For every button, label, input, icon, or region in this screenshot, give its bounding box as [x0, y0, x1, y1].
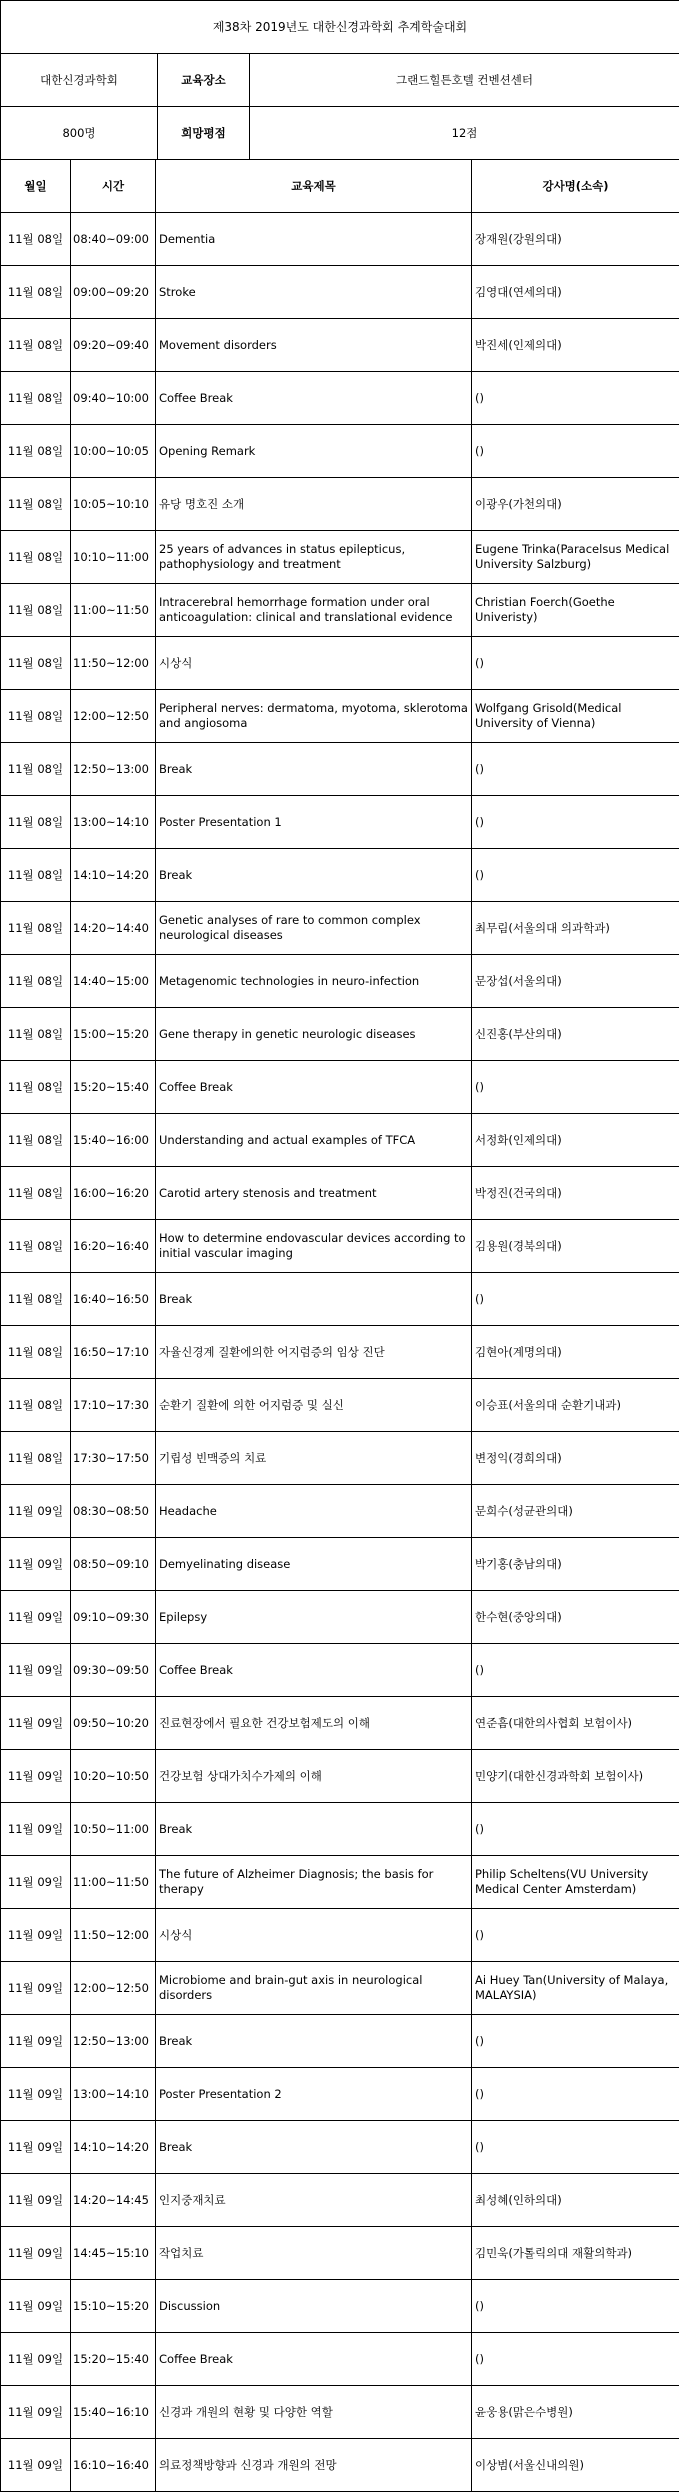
row-subject: Understanding and actual examples of TFCA	[156, 1114, 472, 1167]
column-header-speaker: 강사명(소속)	[472, 160, 679, 213]
page-title: 제38차 2019년도 대한신경과학회 추계학술대회	[1, 1, 679, 54]
table-row	[1, 2121, 679, 2174]
row-time: 11:00~11:50	[71, 584, 156, 637]
row-date: 11월 08일	[1, 1379, 71, 1432]
row-speaker: 문희수(성균관의대)	[472, 1485, 679, 1538]
row-speaker: 연준흠(대한의사협회 보험이사)	[472, 1697, 679, 1750]
row-date: 11월 09일	[1, 2227, 71, 2280]
row-speaker: 김용원(경북의대)	[472, 1220, 679, 1273]
table-row	[1, 1697, 679, 1750]
row-date: 11월 08일	[1, 478, 71, 531]
column-header-date: 월일	[1, 160, 71, 213]
row-subject: 유당 명호진 소개	[156, 478, 472, 531]
venue-label: 교육장소	[158, 54, 250, 107]
row-time: 09:30~09:50	[71, 1644, 156, 1697]
row-subject: Metagenomic technologies in neuro-infection	[156, 955, 472, 1008]
table-row	[1, 1644, 679, 1697]
table-row	[1, 1114, 679, 1167]
row-speaker: 한수현(중앙의대)	[472, 1591, 679, 1644]
table-row	[1, 849, 679, 902]
row-subject: Genetic analyses of rare to common complex neurological diseases	[156, 902, 472, 955]
row-date: 11월 09일	[1, 2015, 71, 2068]
table-row	[1, 1591, 679, 1644]
row-speaker: 문장섭(서울의대)	[472, 955, 679, 1008]
table-row	[1, 690, 679, 743]
row-time: 09:00~09:20	[71, 266, 156, 319]
row-time: 09:10~09:30	[71, 1591, 156, 1644]
row-time: 14:20~14:45	[71, 2174, 156, 2227]
row-date: 11월 08일	[1, 531, 71, 584]
table-row	[1, 1856, 679, 1909]
row-speaker: ()	[472, 1803, 679, 1856]
row-date: 11월 08일	[1, 425, 71, 478]
row-time: 14:10~14:20	[71, 849, 156, 902]
row-time: 08:30~08:50	[71, 1485, 156, 1538]
row-time: 14:40~15:00	[71, 955, 156, 1008]
row-speaker: 변정익(경희의대)	[472, 1432, 679, 1485]
table-row	[1, 1220, 679, 1273]
row-speaker: ()	[472, 796, 679, 849]
column-header-subject: 교육제목	[156, 160, 472, 213]
row-subject: Demyelinating disease	[156, 1538, 472, 1591]
row-time: 15:40~16:10	[71, 2386, 156, 2439]
row-speaker: 김현아(계명의대)	[472, 1326, 679, 1379]
row-speaker: 박기홍(충남의대)	[472, 1538, 679, 1591]
row-speaker: 김영대(연세의대)	[472, 266, 679, 319]
table-row	[1, 1962, 679, 2015]
row-speaker: Wolfgang Grisold(Medical University of Vienna)	[472, 690, 679, 743]
row-date: 11월 09일	[1, 1644, 71, 1697]
row-date: 11월 08일	[1, 1114, 71, 1167]
row-subject: 작업치료	[156, 2227, 472, 2280]
row-time: 16:10~16:40	[71, 2439, 156, 2492]
row-time: 10:05~10:10	[71, 478, 156, 531]
row-time: 10:50~11:00	[71, 1803, 156, 1856]
table-row	[1, 1803, 679, 1856]
row-subject: 자율신경계 질환에의한 어지럼증의 임상 진단	[156, 1326, 472, 1379]
row-time: 09:20~09:40	[71, 319, 156, 372]
row-subject: Opening Remark	[156, 425, 472, 478]
table-row	[1, 1538, 679, 1591]
row-time: 12:50~13:00	[71, 2015, 156, 2068]
row-time: 16:20~16:40	[71, 1220, 156, 1273]
row-subject: Discussion	[156, 2280, 472, 2333]
row-date: 11월 09일	[1, 2386, 71, 2439]
credits-label: 희망평점	[158, 107, 250, 160]
row-subject: 기립성 빈맥증의 치료	[156, 1432, 472, 1485]
row-subject: Dementia	[156, 213, 472, 266]
column-header-time: 시간	[71, 160, 156, 213]
row-subject: Movement disorders	[156, 319, 472, 372]
row-speaker: ()	[472, 743, 679, 796]
table-row	[1, 425, 679, 478]
row-time: 11:50~12:00	[71, 1909, 156, 1962]
row-date: 11월 09일	[1, 1803, 71, 1856]
row-time: 09:40~10:00	[71, 372, 156, 425]
row-speaker: 신진홍(부산의대)	[472, 1008, 679, 1061]
row-speaker: 민양기(대한신경과학회 보험이사)	[472, 1750, 679, 1803]
row-subject: Intracerebral hemorrhage formation under oral anticoagulation: clinical and translational evidence	[156, 584, 472, 637]
row-speaker: ()	[472, 2068, 679, 2121]
row-subject: 순환기 질환에 의한 어지럼증 및 실신	[156, 1379, 472, 1432]
row-date: 11월 09일	[1, 2174, 71, 2227]
row-subject: The future of Alzheimer Diagnosis; the basis for therapy	[156, 1856, 472, 1909]
row-speaker: ()	[472, 425, 679, 478]
organizer-value: 대한신경과학회	[1, 54, 158, 107]
row-date: 11월 08일	[1, 902, 71, 955]
table-row	[1, 478, 679, 531]
row-date: 11월 08일	[1, 743, 71, 796]
row-subject: 시상식	[156, 637, 472, 690]
row-subject: 진료현장에서 필요한 건강보험제도의 이해	[156, 1697, 472, 1750]
row-speaker: 이광우(가천의대)	[472, 478, 679, 531]
row-time: 17:30~17:50	[71, 1432, 156, 1485]
row-subject: Carotid artery stenosis and treatment	[156, 1167, 472, 1220]
row-subject: Epilepsy	[156, 1591, 472, 1644]
table-row	[1, 1273, 679, 1326]
row-time: 14:45~15:10	[71, 2227, 156, 2280]
row-date: 11월 09일	[1, 2121, 71, 2174]
row-speaker: 이상범(서울신내의원)	[472, 2439, 679, 2492]
row-speaker: ()	[472, 849, 679, 902]
row-time: 14:10~14:20	[71, 2121, 156, 2174]
row-subject: Coffee Break	[156, 1644, 472, 1697]
row-date: 11월 08일	[1, 266, 71, 319]
table-row	[1, 1485, 679, 1538]
row-time: 11:00~11:50	[71, 1856, 156, 1909]
row-speaker: ()	[472, 2015, 679, 2068]
row-subject: Poster Presentation 1	[156, 796, 472, 849]
row-date: 11월 09일	[1, 2439, 71, 2492]
table-row	[1, 2386, 679, 2439]
row-date: 11월 08일	[1, 1008, 71, 1061]
row-time: 15:10~15:20	[71, 2280, 156, 2333]
info-table	[0, 53, 679, 160]
table-row	[1, 213, 679, 266]
row-subject: Break	[156, 2015, 472, 2068]
row-date: 11월 08일	[1, 1220, 71, 1273]
row-time: 13:00~14:10	[71, 2068, 156, 2121]
row-date: 11월 09일	[1, 2068, 71, 2121]
row-subject: Coffee Break	[156, 372, 472, 425]
table-row	[1, 902, 679, 955]
row-subject: Headache	[156, 1485, 472, 1538]
table-row	[1, 319, 679, 372]
row-date: 11월 08일	[1, 319, 71, 372]
title-row	[1, 1, 679, 54]
row-time: 15:00~15:20	[71, 1008, 156, 1061]
row-speaker: ()	[472, 372, 679, 425]
table-row	[1, 1750, 679, 1803]
row-date: 11월 09일	[1, 1485, 71, 1538]
row-speaker: ()	[472, 2333, 679, 2386]
row-date: 11월 08일	[1, 637, 71, 690]
row-speaker: 서정화(인제의대)	[472, 1114, 679, 1167]
row-date: 11월 08일	[1, 1061, 71, 1114]
row-speaker: 최무림(서울의대 의과학과)	[472, 902, 679, 955]
row-date: 11월 08일	[1, 849, 71, 902]
row-speaker: 김민욱(가톨릭의대 재활의학과)	[472, 2227, 679, 2280]
table-row	[1, 2333, 679, 2386]
row-subject: Coffee Break	[156, 1061, 472, 1114]
row-date: 11월 09일	[1, 1962, 71, 2015]
row-speaker: ()	[472, 1061, 679, 1114]
row-speaker: Eugene Trinka(Paracelsus Medical University Salzburg)	[472, 531, 679, 584]
row-date: 11월 08일	[1, 213, 71, 266]
info-row-venue	[1, 54, 679, 107]
table-row	[1, 2439, 679, 2492]
row-speaker: 장재원(강원의대)	[472, 213, 679, 266]
row-speaker: 이승표(서울의대 순환기내과)	[472, 1379, 679, 1432]
info-row-capacity	[1, 107, 679, 160]
table-row	[1, 372, 679, 425]
capacity-value: 800명	[1, 107, 158, 160]
row-subject: Microbiome and brain-gut axis in neurological disorders	[156, 1962, 472, 2015]
row-speaker: ()	[472, 1909, 679, 1962]
row-date: 11월 09일	[1, 1591, 71, 1644]
table-row	[1, 531, 679, 584]
row-time: 08:40~09:00	[71, 213, 156, 266]
row-subject: Coffee Break	[156, 2333, 472, 2386]
row-time: 10:20~10:50	[71, 1750, 156, 1803]
row-subject: Break	[156, 2121, 472, 2174]
row-time: 09:50~10:20	[71, 1697, 156, 1750]
table-row	[1, 2280, 679, 2333]
table-row	[1, 637, 679, 690]
row-subject: 건강보험 상대가치수가제의 이해	[156, 1750, 472, 1803]
row-date: 11월 09일	[1, 1697, 71, 1750]
row-speaker: 윤웅용(맑은수병원)	[472, 2386, 679, 2439]
row-speaker: 박진세(인제의대)	[472, 319, 679, 372]
row-date: 11월 08일	[1, 584, 71, 637]
row-time: 15:20~15:40	[71, 1061, 156, 1114]
row-time: 11:50~12:00	[71, 637, 156, 690]
row-subject: 시상식	[156, 1909, 472, 1962]
table-row	[1, 1008, 679, 1061]
schedule-table	[0, 159, 679, 2492]
row-time: 16:50~17:10	[71, 1326, 156, 1379]
row-time: 15:40~16:00	[71, 1114, 156, 1167]
row-time: 15:20~15:40	[71, 2333, 156, 2386]
title-table	[0, 0, 679, 54]
row-time: 16:00~16:20	[71, 1167, 156, 1220]
table-row	[1, 955, 679, 1008]
row-speaker: Christian Foerch(Goethe Univeristy)	[472, 584, 679, 637]
row-date: 11월 08일	[1, 1273, 71, 1326]
row-subject: Break	[156, 849, 472, 902]
row-subject: Poster Presentation 2	[156, 2068, 472, 2121]
row-speaker: ()	[472, 1273, 679, 1326]
schedule-header-row	[1, 160, 679, 213]
table-row	[1, 2174, 679, 2227]
row-subject: Break	[156, 743, 472, 796]
table-row	[1, 584, 679, 637]
row-date: 11월 09일	[1, 1909, 71, 1962]
row-date: 11월 08일	[1, 1167, 71, 1220]
table-row	[1, 266, 679, 319]
row-subject: 신경과 개원의 현황 및 다양한 역할	[156, 2386, 472, 2439]
row-time: 16:40~16:50	[71, 1273, 156, 1326]
row-speaker: ()	[472, 2121, 679, 2174]
row-date: 11월 08일	[1, 1432, 71, 1485]
table-row	[1, 1061, 679, 1114]
row-speaker: 박정진(건국의대)	[472, 1167, 679, 1220]
row-time: 08:50~09:10	[71, 1538, 156, 1591]
row-subject: Break	[156, 1273, 472, 1326]
row-time: 10:10~11:00	[71, 531, 156, 584]
row-time: 12:00~12:50	[71, 690, 156, 743]
row-speaker: ()	[472, 2280, 679, 2333]
row-date: 11월 08일	[1, 1326, 71, 1379]
row-date: 11월 08일	[1, 372, 71, 425]
row-time: 12:50~13:00	[71, 743, 156, 796]
row-subject: How to determine endovascular devices according to initial vascular imaging	[156, 1220, 472, 1273]
schedule-body	[1, 213, 679, 2492]
row-subject: Gene therapy in genetic neurologic diseases	[156, 1008, 472, 1061]
row-speaker: ()	[472, 637, 679, 690]
table-row	[1, 796, 679, 849]
table-row	[1, 1432, 679, 1485]
row-date: 11월 09일	[1, 2280, 71, 2333]
row-subject: 25 years of advances in status epilepticus, pathophysiology and treatment	[156, 531, 472, 584]
row-speaker: Ai Huey Tan(University of Malaya, MALAYSIA)	[472, 1962, 679, 2015]
table-row	[1, 743, 679, 796]
row-date: 11월 08일	[1, 690, 71, 743]
row-date: 11월 09일	[1, 1856, 71, 1909]
row-date: 11월 08일	[1, 955, 71, 1008]
row-subject: Stroke	[156, 266, 472, 319]
table-row	[1, 1167, 679, 1220]
row-speaker: Philip Scheltens(VU University Medical Center Amsterdam)	[472, 1856, 679, 1909]
row-date: 11월 09일	[1, 2333, 71, 2386]
row-time: 13:00~14:10	[71, 796, 156, 849]
row-date: 11월 09일	[1, 1750, 71, 1803]
table-row	[1, 1326, 679, 1379]
table-row	[1, 2068, 679, 2121]
row-time: 17:10~17:30	[71, 1379, 156, 1432]
row-subject: 의료정책방향과 신경과 개원의 전망	[156, 2439, 472, 2492]
table-row	[1, 2015, 679, 2068]
row-date: 11월 08일	[1, 796, 71, 849]
row-speaker: ()	[472, 1644, 679, 1697]
row-date: 11월 09일	[1, 1538, 71, 1591]
row-subject: Peripheral nerves: dermatoma, myotoma, sklerotoma and angiosoma	[156, 690, 472, 743]
row-speaker: 최성혜(인하의대)	[472, 2174, 679, 2227]
venue-value: 그랜드힐튼호텔 컨벤션센터	[250, 54, 679, 107]
table-row	[1, 2227, 679, 2280]
table-row	[1, 1909, 679, 1962]
row-subject: 인지중재치료	[156, 2174, 472, 2227]
row-subject: Break	[156, 1803, 472, 1856]
credits-value: 12점	[250, 107, 679, 160]
row-time: 12:00~12:50	[71, 1962, 156, 2015]
row-time: 14:20~14:40	[71, 902, 156, 955]
table-row	[1, 1379, 679, 1432]
row-time: 10:00~10:05	[71, 425, 156, 478]
